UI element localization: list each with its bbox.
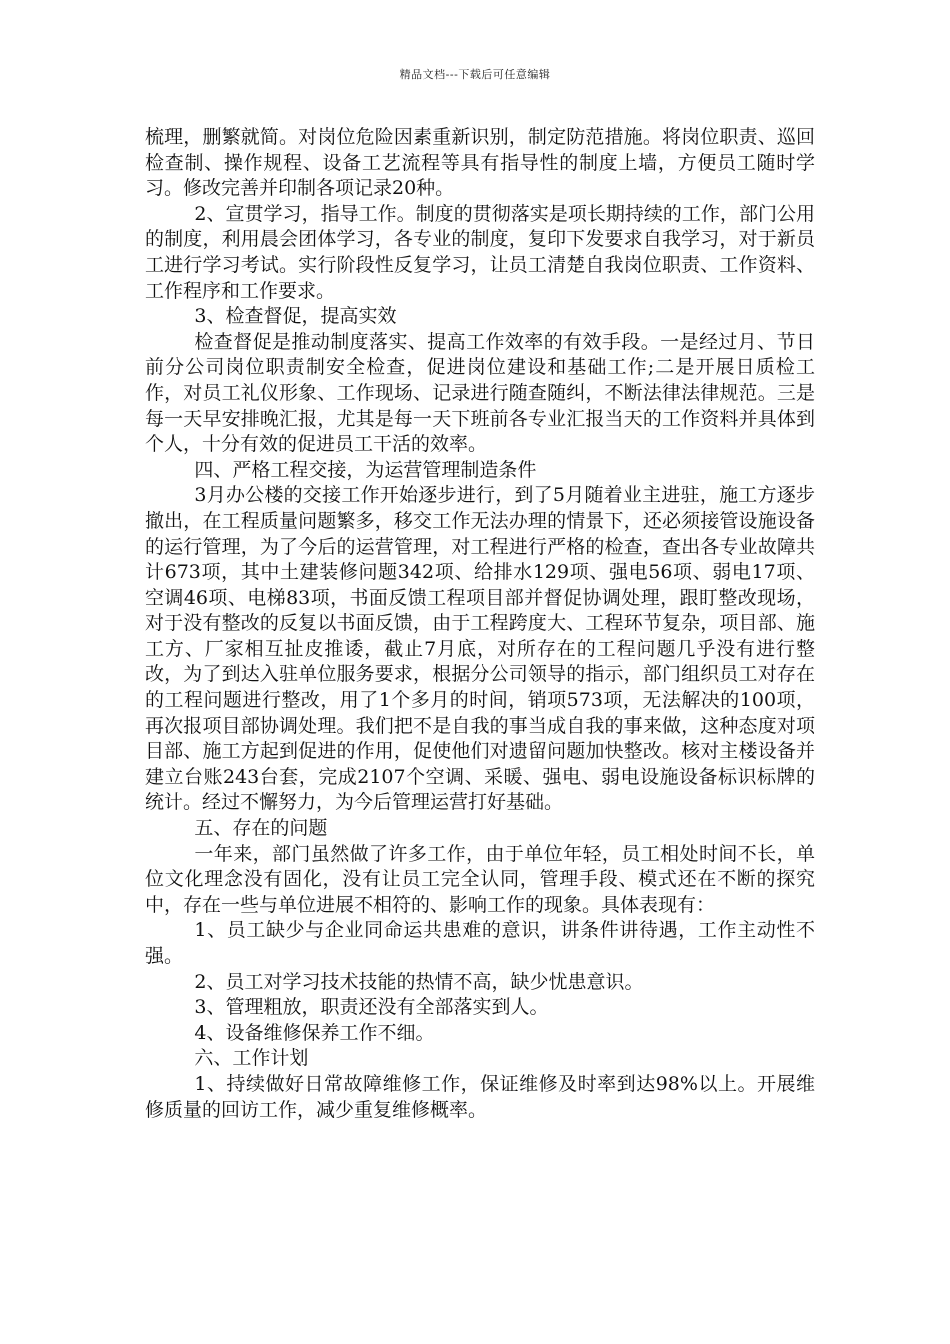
section-heading: 四、严格工程交接，为运营管理制造条件 (194, 458, 537, 481)
paragraph: 2、宣贯学习，指导工作。制度的贯彻落实是项长期持续的工作，部门公用的制度，利用晨会团体学习，各专业的制度，复印下发要求自我学习，对于新员工进行学习考试。实行阶段性反复学习，让员工清楚自我岗位职责、工作资料、工作程序和工作要求。 (145, 202, 815, 302)
paragraph: 梳理，删繁就简。对岗位危险因素重新识别，制定防范措施。将岗位职责、巡回检查制、操作规程、设备工艺流程等具有指导性的制度上墙，方便员工随时学习。修改完善并印制各项记录20种。 (145, 126, 815, 200)
section-heading: 六、工作计划 (194, 1047, 309, 1070)
section-heading: 五、存在的问题 (194, 817, 328, 840)
paragraph: 一年来，部门虽然做了许多工作，由于单位年轻，员工相处时间不长，单位文化理念没有固化，没有让员工完全认同，管理手段、模式还在不断的探究中，存在一些与单位进展不相符的、影响工作的现象。具体表现有： (145, 842, 815, 916)
list-item: 3、管理粗放，职责还没有全部落实到人。 (194, 996, 549, 1019)
list-item: 1、员工缺少与企业同命运共患难的意识，讲条件讲待遇，工作主动性不强。 (145, 919, 815, 967)
list-item: 4、设备维修保养工作不细。 (194, 1021, 435, 1044)
paragraph: 3月办公楼的交接工作开始逐步进行，到了5月随着业主进驻，施工方逐步撤出，在工程质量问题繁多，移交工作无法办理的情景下，还必须接管设施设备的运行管理，为了今后的运营管理，对工程进行严格的检查，查出各专业故障共计673项，其中土建装修问题342项、给排水129项、强电56项、弱电17项、空调46项、电梯83项，书面反馈工程项目部并督促协调处理，跟盯整改现场，对于没有整改的反复以书面反馈，由于工程跨度大、工程环节复杂，项目部、施工方、厂家相互扯皮推诿，截止7月底，对所存在的工程问题几乎没有进行整改，为了到达入驻单位服务要求，根据分公司领导的指示，部门组织员工对存在的工程问题进行整改，用了1个多月的时间，销项573项，无法解决的100项，再次报项目部协调处理。我们把不是自我的事当成自我的事来做，这种态度对项目部、施工方起到促进的作用，促使他们对遗留问题加快整改。核对主楼设备并建立台账243台套，完成2107个空调、采暖、强电、弱电设施设备标识标牌的统计。经过不懈努力，为今后管理运营打好基础。 (145, 484, 815, 814)
paragraph: 检查督促是推动制度落实、提高工作效率的有效手段。一是经过月、节日前分公司岗位职责制安全检查，促进岗位建设和基础工作;二是开展日质检工作，对员工礼仪形象、工作现场、记录进行随查随纠，不断法律法律规范。三是每一天早安排晚汇报，尤其是每一天下班前各专业汇报当天的工作资料并具体到个人，十分有效的促进员工干活的效率。 (145, 330, 815, 456)
page-header: 精品文档---下载后可任意编辑 (399, 68, 551, 81)
list-item: 1、持续做好日常故障维修工作，保证维修及时率到达98%以上。开展维修质量的回访工作，减少重复维修概率。 (145, 1072, 815, 1121)
list-item: 2、员工对学习技术技能的热情不高，缺少忧患意识。 (194, 970, 644, 993)
section-heading: 3、检查督促，提高实效 (194, 305, 397, 328)
document-body (145, 125, 815, 1123)
